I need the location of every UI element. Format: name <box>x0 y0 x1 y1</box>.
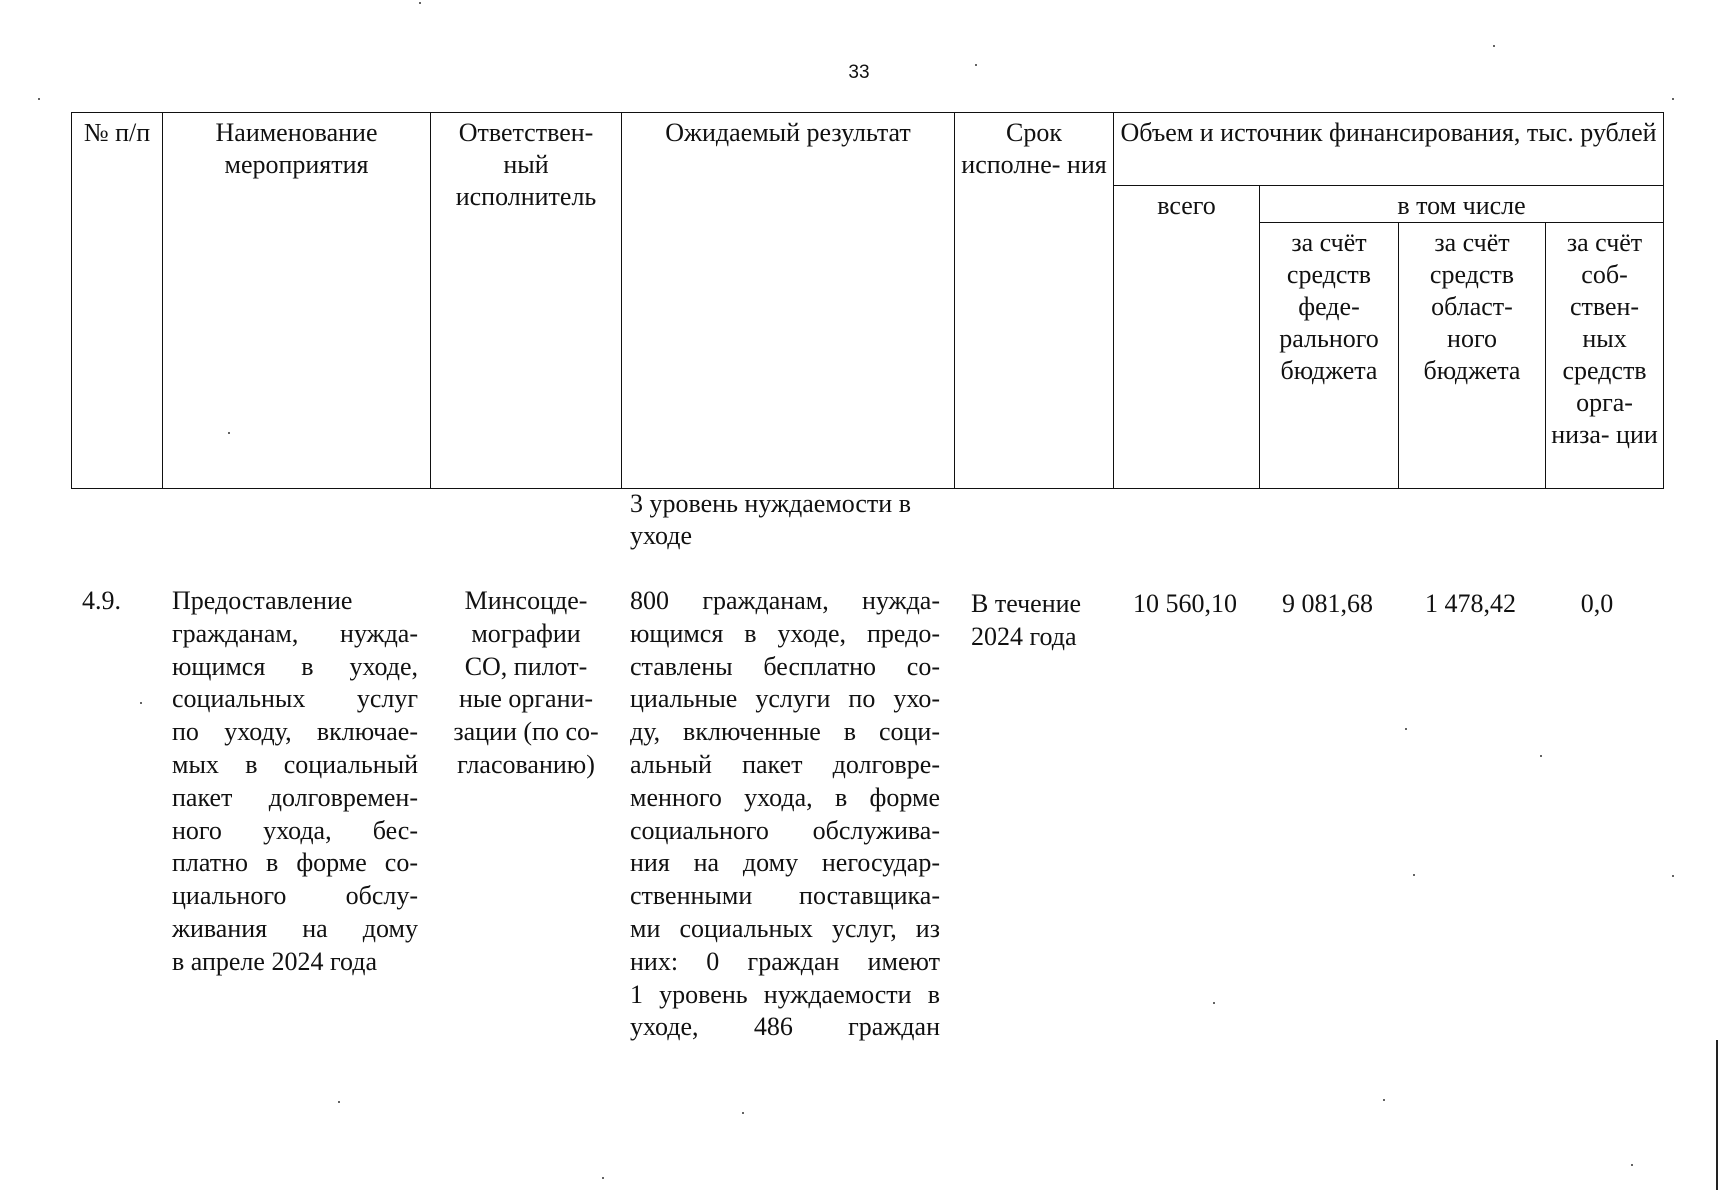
header-own: за счёт соб- ствен- ных средств орга- низа- ции <box>1546 223 1664 489</box>
deadline-line: В течение <box>971 589 1082 618</box>
page-number: 33 <box>848 62 870 83</box>
result-line: циальные услуги по ухо- <box>630 684 940 714</box>
result-line: ду, включенные в соци- <box>630 717 940 747</box>
responsible-line: ные органи- <box>458 684 594 714</box>
row-federal: 9 081,68 <box>1282 589 1373 618</box>
responsible-line: СО, пилот- <box>464 651 588 681</box>
row-responsible <box>442 585 610 782</box>
scan-speck <box>338 1101 340 1103</box>
deadline-line: 2024 года <box>971 621 1077 651</box>
scan-speck <box>1672 98 1674 100</box>
table-header <box>71 112 1664 489</box>
scan-speck <box>1493 45 1495 47</box>
name-line: живания на дому <box>172 913 418 943</box>
result-line: ставлены бесплатно со- <box>630 651 940 681</box>
row-name <box>172 585 418 979</box>
scan-speck <box>1213 1002 1215 1004</box>
responsible-line: Минсоцде- <box>464 586 588 615</box>
name-line: ющимся в уходе, <box>172 651 418 681</box>
header-responsible: Ответствен- ный исполнитель <box>431 113 622 489</box>
result-line: уходе, 486 граждан <box>630 1012 940 1042</box>
row-result <box>630 585 940 1044</box>
row-own: 0,0 <box>1580 589 1614 618</box>
result-line: 1 уровень нуждаемости в <box>630 979 940 1009</box>
row-num: 4.9. <box>82 586 121 615</box>
scan-speck <box>1631 1164 1633 1166</box>
continuation-line: уходе <box>630 521 693 550</box>
result-line: ми социальных услуг, из <box>630 913 940 943</box>
result-line: 800 гражданам, нужда- <box>630 586 940 615</box>
scan-speck <box>1383 1099 1385 1101</box>
header-federal: за счёт средств феде- рального бюджета <box>1260 223 1399 489</box>
name-line: ного ухода, бес- <box>172 815 418 845</box>
result-line: ственными поставщика- <box>630 881 940 911</box>
header-deadline: Срок исполне- ния <box>955 113 1114 489</box>
header-name: Наименование мероприятия <box>163 113 431 489</box>
scan-speck <box>38 98 40 100</box>
result-line: них: 0 граждан имеют <box>630 946 940 976</box>
scan-speck <box>1413 874 1415 876</box>
header-result: Ожидаемый результат <box>622 113 955 489</box>
header-regional: за счёт средств област- ного бюджета <box>1399 223 1546 489</box>
result-line: менного ухода, в форме <box>630 782 940 812</box>
scan-speck <box>975 64 977 66</box>
header-num: № п/п <box>72 113 163 489</box>
responsible-line: мографии <box>471 618 581 648</box>
header-funding: Объем и источник финансирования, тыс. рублей <box>1114 113 1664 186</box>
scan-speck <box>228 432 230 434</box>
name-line: в апреле 2024 года <box>172 946 377 976</box>
row-deadline <box>971 588 1121 654</box>
scan-speck <box>1540 755 1542 757</box>
scan-speck <box>419 2 421 4</box>
name-line: гражданам, нужда- <box>172 618 418 648</box>
scan-speck <box>1405 728 1407 730</box>
name-line: по уходу, включае- <box>172 717 418 747</box>
name-line: Предоставление <box>172 586 353 615</box>
result-line: ющимся в уходе, предо- <box>630 618 940 648</box>
name-line: циального обслу- <box>172 881 418 911</box>
result-line: альный пакет долговре- <box>630 749 940 779</box>
name-line: мых в социальный <box>172 749 418 779</box>
name-line: пакет долговремен- <box>172 782 418 812</box>
scan-speck <box>140 702 142 704</box>
name-line: социальных услуг <box>172 684 418 714</box>
result-line: социального обслужива- <box>630 815 940 845</box>
header-including: в том числе <box>1260 186 1664 223</box>
scan-speck <box>742 1112 744 1114</box>
scan-speck <box>602 1177 604 1179</box>
scan-speck <box>1672 875 1674 877</box>
responsible-line: зации (по со- <box>453 717 599 747</box>
row-total: 10 560,10 <box>1133 589 1237 618</box>
responsible-line: гласованию) <box>457 749 595 779</box>
header-total: всего <box>1114 186 1260 489</box>
continuation-line: 3 уровень нуждаемости в <box>630 489 911 518</box>
row-regional: 1 478,42 <box>1425 589 1516 618</box>
name-line: платно в форме со- <box>172 848 418 878</box>
result-line: ния на дому негосудар- <box>630 848 940 878</box>
continuation-text <box>630 488 946 552</box>
